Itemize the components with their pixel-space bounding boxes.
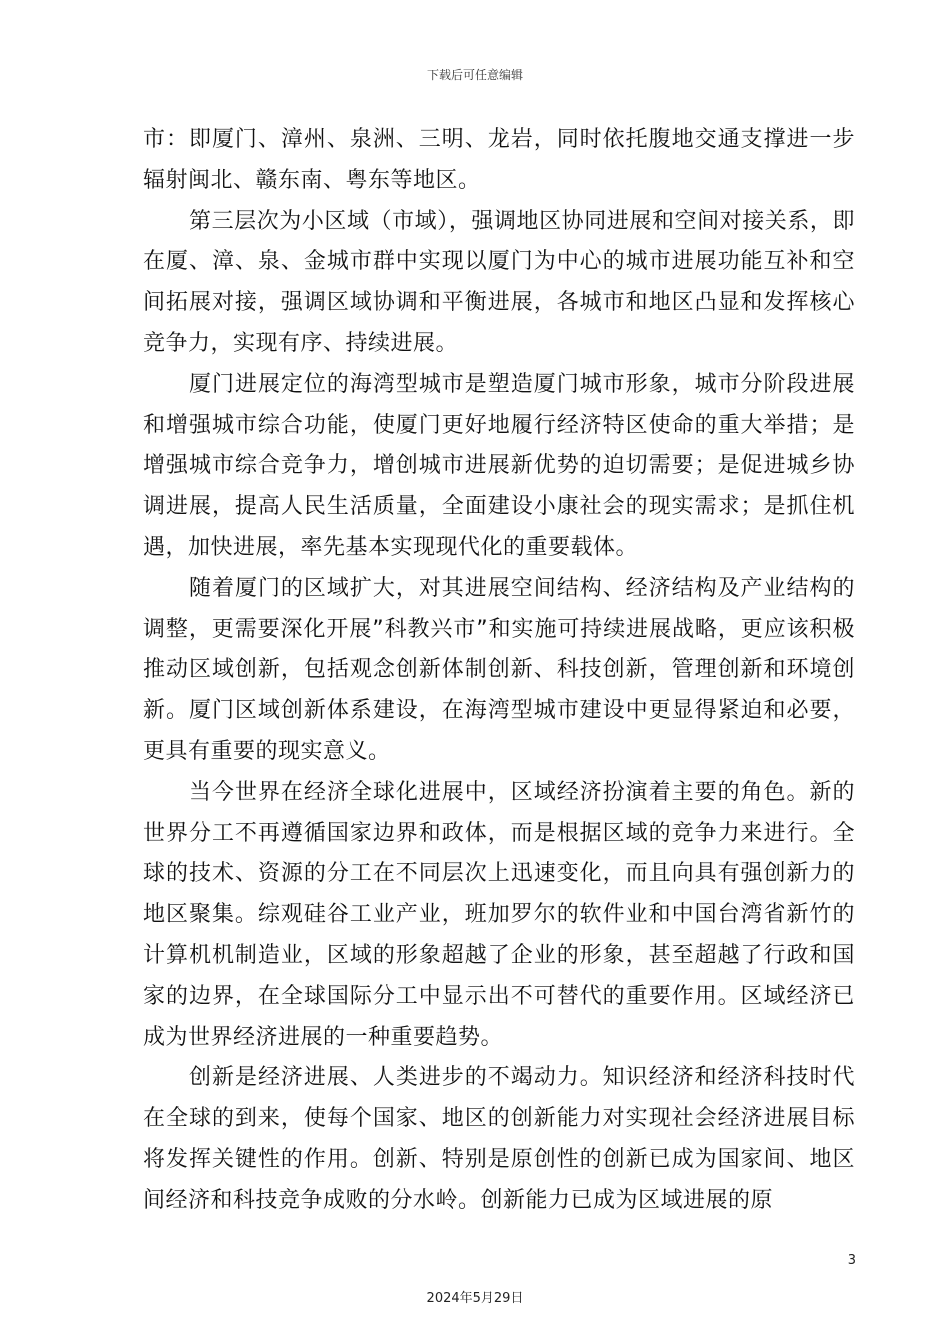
page-number: 3	[847, 1253, 856, 1268]
paragraph-1: 市：即厦门、漳州、泉洲、三明、龙岩，同时依托腹地交通支撑进一步辐射闽北、赣东南、粤东等地区。	[143, 127, 855, 193]
paragraph-6: 创新是经济进展、人类进步的不竭动力。知识经济和经济科技时代在全球的到来，使每个国家、地区的创新能力对实现社会经济进展目标将发挥关键性的作用。创新、特别是原创性的创新已成为国家间、地区间经济和科技竞争成败的分水岭。创新能力已成为区域进展的原	[143, 1065, 855, 1213]
paragraph-2: 第三层次为小区域（市域），强调地区协同进展和空间对接关系，即在厦、漳、泉、金城市群中实现以厦门为中心的城市进展功能互补和空间拓展对接，强调区域协调和平衡进展，各城市和地区凸显和发挥核心竞争力，实现有序、持续进展。	[143, 208, 855, 356]
header-note: 下载后可任意编辑	[426, 68, 523, 82]
footer-date: 2024年5月29日	[426, 1291, 524, 1306]
paragraph-4: 随着厦门的区域扩大，对其进展空间结构、经济结构及产业结构的调整，更需要深化开展”科教兴市”和实施可持续进展战略，更应该积极推动区域创新，包括观念创新体制创新、科技创新，管理创新和环境创新。厦门区域创新体系建设，在海湾型城市建设中更显得紧迫和必要，更具有重要的现实意义。	[143, 575, 855, 764]
paragraph-3: 厦门进展定位的海湾型城市是塑造厦门城市形象，城市分阶段进展和增强城市综合功能，使厦门更好地履行经济特区使命的重大举措；是增强城市综合竞争力，增创城市进展新优势的迫切需要；是促进城乡协调进展，提高人民生活质量，全面建设小康社会的现实需求；是抓住机遇，加快进展，率先基本实现现代化的重要载体。	[143, 371, 855, 560]
document-body	[143, 120, 855, 1222]
paragraph-5: 当今世界在经济全球化进展中，区域经济扮演着主要的角色。新的世界分工不再遵循国家边界和政体，而是根据区域的竞争力来进行。全球的技术、资源的分工在不同层次上迅速变化，而且向具有强创新力的地区聚集。综观硅谷工业产业，班加罗尔的软件业和中国台湾省新竹的计算机机制造业，区域的形象超越了企业的形象，甚至超越了行政和国家的边界，在全球国际分工中显示出不可替代的重要作用。区域经济已成为世界经济进展的一种重要趋势。	[143, 779, 855, 1050]
